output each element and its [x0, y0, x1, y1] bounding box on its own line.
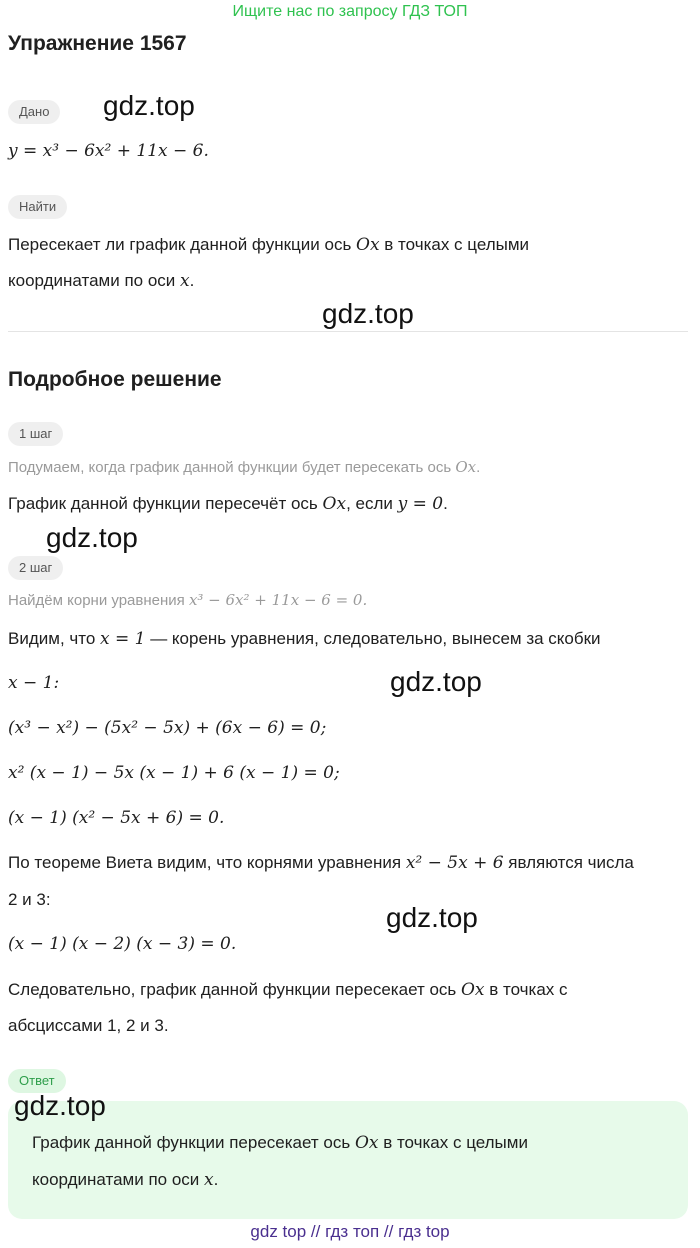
find-line-2: [8, 271, 194, 291]
find-math: x: [180, 271, 190, 291]
watermark: gdz.top: [322, 298, 414, 329]
answer-math: x: [204, 1170, 214, 1190]
step1-pill: 1 шаг: [8, 422, 63, 446]
find-line-1: [8, 235, 529, 255]
answer-math: Ox: [354, 1133, 379, 1153]
step-math: x² − 5x + 6: [405, 853, 504, 873]
find-pill: Найти: [8, 195, 67, 219]
answer-line-1: [32, 1133, 528, 1153]
step-text: , если: [346, 494, 398, 513]
conclusion-line-1: [8, 980, 568, 1000]
step-text: абсциссами 1, 2 и 3.: [8, 1016, 169, 1035]
step-math: Ox: [322, 494, 347, 514]
find-math: Ox: [356, 235, 380, 255]
step-text: 2 и 3:: [8, 890, 51, 909]
equation-math: x² (x − 1) − 5x (x − 1) + 6 (x − 1) = 0;: [8, 763, 340, 783]
step-text: Видим, что: [8, 629, 101, 648]
answer-text: График данной функции пересекает ось: [32, 1133, 355, 1152]
hint-math: Ox: [455, 458, 477, 476]
step-text: .: [443, 494, 448, 513]
step-text: График данной функции пересечёт ось: [8, 494, 323, 513]
given-formula-math: y = x³ − 6x² + 11x − 6.: [8, 141, 209, 161]
hint-text: Найдём корни уравнения: [8, 592, 189, 609]
hint-math: x³ − 6x² + 11x − 6 = 0.: [188, 591, 368, 609]
equation-1: [8, 718, 326, 738]
step-text: Следовательно, график данной функции пересекает ось: [8, 980, 461, 999]
conclusion-line-2: [8, 1016, 169, 1036]
step-text: являются числа: [503, 853, 634, 872]
step2-hint: [8, 591, 367, 609]
watermark: gdz.top: [386, 902, 478, 933]
equation-math: (x − 1) (x² − 5x + 6) = 0.: [8, 808, 225, 828]
step-math: x = 1: [100, 629, 146, 649]
hint-text: Подумаем, когда график данной функции будет пересекать ось: [8, 459, 456, 476]
equation-2: [8, 763, 340, 783]
answer-pill: Ответ: [8, 1069, 66, 1093]
step1-label: [8, 422, 63, 446]
solution-heading: Подробное решение: [8, 368, 222, 391]
watermark: gdz.top: [103, 90, 195, 121]
step1-text: [8, 494, 448, 514]
divider: [8, 331, 688, 332]
equation-math: (x − 1) (x − 2) (x − 3) = 0.: [8, 934, 237, 954]
answer-text: в точках с целыми: [378, 1133, 528, 1152]
step-math: Ox: [461, 980, 485, 1000]
equation-math: (x³ − x²) − (5x² − 5x) + (6x − 6) = 0;: [8, 718, 327, 738]
find-text: Пересекает ли график данной функции ось: [8, 235, 357, 254]
watermark: gdz.top: [390, 666, 482, 697]
find-label: [8, 195, 67, 219]
answer-box: [8, 1101, 688, 1219]
top-banner: Ищите нас по запросу ГДЗ ТОП: [232, 3, 468, 20]
find-text: координатами по оси: [8, 271, 181, 290]
find-text: в точках с целыми: [379, 235, 530, 254]
step2-pill: 2 шаг: [8, 556, 63, 580]
step-text: По теореме Виета видим, что корнями уравнения: [8, 853, 406, 872]
watermark: gdz.top: [14, 1090, 106, 1121]
answer-text: .: [213, 1170, 219, 1189]
equation-4: [8, 934, 236, 954]
exercise-title: Упражнение 1567: [8, 32, 187, 55]
step-math: y = 0: [397, 494, 444, 514]
equation-3: [8, 808, 224, 828]
footer-links[interactable]: gdz top // гдз топ // гдз top: [250, 1222, 450, 1241]
step1-hint: [8, 458, 480, 476]
step-text: — корень уравнения, следовательно, вынесем за скобки: [145, 629, 601, 648]
given-pill: Дано: [8, 100, 60, 124]
step2-factor: [8, 673, 59, 693]
step-math: x − 1:: [8, 673, 60, 693]
step2-root-line: [8, 629, 601, 649]
watermark: gdz.top: [46, 522, 138, 553]
step2-label: [8, 556, 63, 580]
given-label: [8, 100, 60, 124]
given-formula: [8, 141, 209, 161]
hint-text: .: [476, 459, 481, 476]
answer-line-2: [32, 1170, 218, 1190]
step-text: в точках с: [484, 980, 568, 999]
vieta-line-2: [8, 890, 51, 910]
vieta-line-1: [8, 853, 634, 873]
find-text: .: [189, 271, 195, 290]
answer-text: координатами по оси: [32, 1170, 205, 1189]
